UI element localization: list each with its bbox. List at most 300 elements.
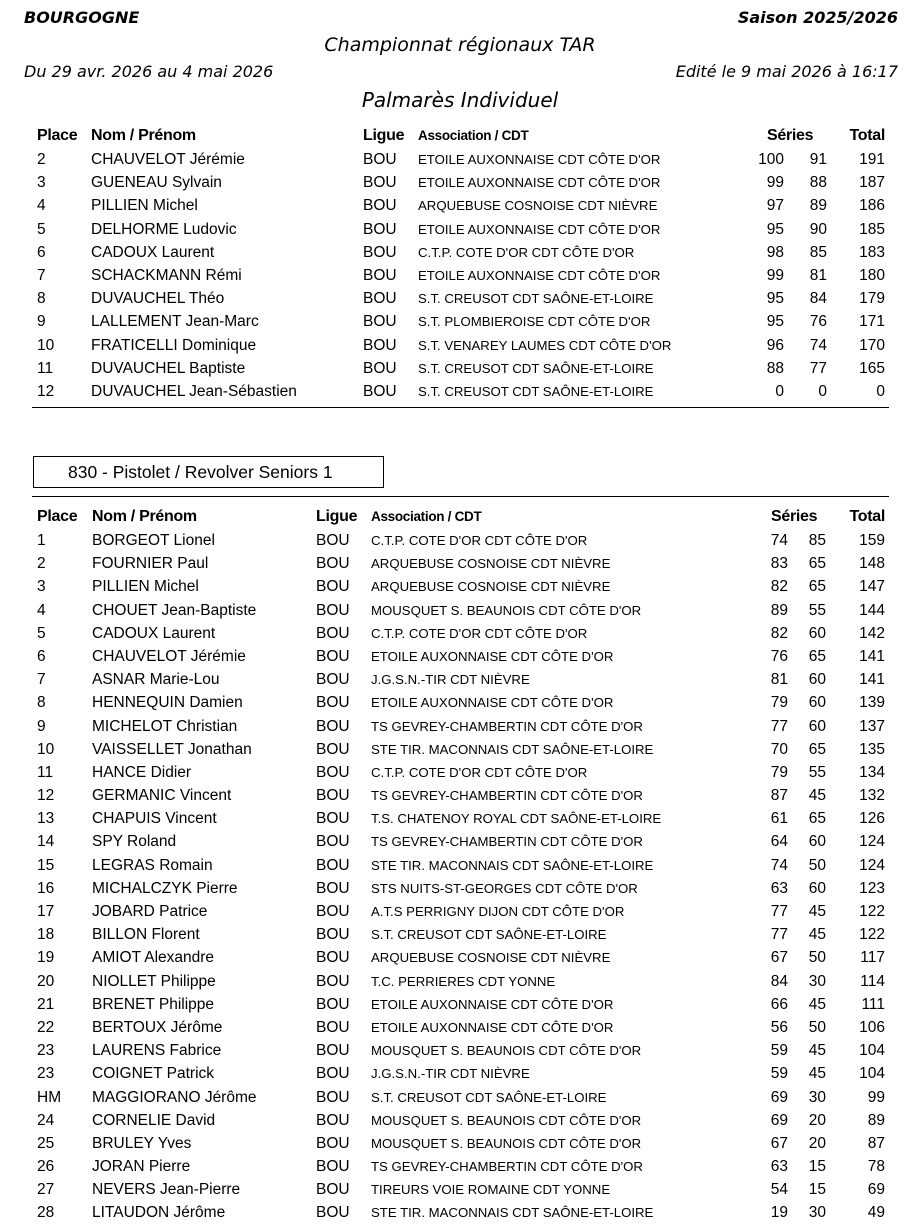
cell-series-2: 81: [809, 266, 827, 284]
cell-assoc: TS GEVREY-CHAMBERTIN CDT CÔTE D'OR: [371, 718, 643, 734]
cell-series-1: 95: [766, 313, 784, 331]
table-row: [0, 380, 920, 403]
cell-total: 111: [861, 995, 885, 1013]
cell-place: 16: [37, 879, 55, 897]
cell-series-2: 77: [809, 359, 827, 377]
table-row: [0, 1062, 920, 1085]
cell-name: HANCE Didier: [92, 763, 192, 781]
cell-ligue: BOU: [316, 1134, 350, 1152]
table-row: [0, 148, 920, 171]
cell-ligue: BOU: [316, 555, 350, 573]
cell-series-2: 60: [808, 833, 826, 851]
cell-total: 124: [859, 833, 885, 851]
cell-place: 23: [37, 1042, 55, 1060]
cell-series-1: 77: [770, 903, 788, 920]
cell-name: LALLEMENT Jean-Marc: [91, 313, 259, 331]
cell-total: 165: [859, 359, 885, 377]
edited-date: Edité le 9 mai 2026 à 16:17: [675, 62, 898, 81]
cell-series-1: 100: [758, 151, 784, 168]
cell-series-2: 60: [808, 624, 826, 642]
cell-total: 87: [867, 1134, 885, 1152]
cell-series-1: 61: [770, 810, 788, 828]
cell-series-1: 67: [770, 1134, 788, 1152]
cell-name: NEVERS Jean-Pierre: [92, 1181, 241, 1199]
cell-series-1: 66: [770, 995, 788, 1013]
cell-series-2: 88: [809, 174, 827, 192]
cell-series-2: 20: [808, 1111, 826, 1129]
cell-place: 3: [37, 578, 46, 596]
table-row: [0, 1178, 920, 1201]
cell-ligue: BOU: [316, 647, 350, 665]
cell-place: 17: [37, 903, 55, 920]
cell-assoc: C.T.P. COTE D'OR CDT CÔTE D'OR: [418, 244, 635, 260]
cell-name: GERMANIC Vincent: [92, 787, 232, 805]
cell-assoc: MOUSQUET S. BEAUNOIS CDT CÔTE D'OR: [371, 602, 642, 618]
table-row: [0, 310, 920, 333]
cell-total: 123: [859, 879, 885, 897]
cell-series-1: 82: [770, 624, 788, 642]
cell-assoc: TS GEVREY-CHAMBERTIN CDT CÔTE D'OR: [371, 788, 643, 804]
cell-series-2: 55: [808, 601, 826, 619]
table-row: [0, 946, 920, 969]
cell-assoc: ETOILE AUXONNAISE CDT CÔTE D'OR: [371, 695, 614, 711]
table-row: [0, 854, 920, 877]
cell-name: HENNEQUIN Damien: [92, 694, 243, 712]
cell-assoc: ETOILE AUXONNAISE CDT CÔTE D'OR: [418, 267, 661, 283]
cell-series-2: 76: [809, 313, 827, 331]
cell-assoc: C.T.P. COTE D'OR CDT CÔTE D'OR: [371, 533, 588, 548]
cell-series-2: 50: [808, 1018, 826, 1036]
cell-name: COIGNET Patrick: [92, 1065, 215, 1083]
cell-series-1: 63: [770, 879, 788, 897]
region-title: BOURGOGNE: [24, 8, 140, 27]
col-header-ligue: Ligue: [363, 127, 405, 144]
cell-ligue: BOU: [363, 313, 397, 331]
cell-name: DELHORME Ludovic: [91, 220, 237, 238]
table-row: [0, 218, 920, 241]
cell-name: ASNAR Marie-Lou: [92, 671, 220, 689]
cell-total: 137: [859, 717, 885, 735]
cell-place: 9: [37, 313, 46, 331]
cell-name: MICHALCZYK Pierre: [92, 879, 238, 897]
cell-series-2: 89: [809, 197, 827, 215]
col-header-series: Séries: [771, 508, 818, 525]
cell-series-2: 45: [808, 995, 826, 1013]
col-header-total: Total: [849, 508, 885, 525]
table-row: [0, 599, 920, 622]
table-row: [0, 171, 920, 194]
table-row: [0, 529, 920, 552]
cell-ligue: BOU: [363, 266, 397, 284]
cell-series-2: 60: [808, 694, 826, 712]
cell-ligue: BOU: [316, 578, 350, 596]
table-row: [0, 715, 920, 738]
cell-series-1: 82: [770, 578, 788, 596]
cell-assoc: S.T. PLOMBIEROISE CDT CÔTE D'OR: [418, 314, 651, 330]
cell-total: 0: [876, 382, 885, 400]
cell-name: DUVAUCHEL Baptiste: [91, 359, 246, 377]
cell-name: CHAPUIS Vincent: [92, 810, 217, 828]
cell-series-1: 84: [770, 972, 788, 990]
cell-place: 6: [37, 243, 46, 261]
cell-ligue: BOU: [316, 926, 350, 944]
cell-place: 14: [37, 833, 55, 851]
cell-assoc: ETOILE AUXONNAISE CDT CÔTE D'OR: [371, 648, 614, 664]
cell-ligue: BOU: [316, 1065, 350, 1083]
cell-assoc: ARQUEBUSE COSNOISE CDT NIÈVRE: [371, 950, 611, 966]
table-row: [0, 575, 920, 598]
cell-place: 20: [37, 972, 55, 990]
cell-total: 78: [867, 1158, 885, 1176]
cell-place: 7: [37, 266, 46, 284]
cell-assoc: C.T.P. COTE D'OR CDT CÔTE D'OR: [371, 625, 588, 641]
table-row: [0, 830, 920, 853]
cell-total: 170: [859, 336, 885, 354]
col-header-assoc: Association / CDT: [418, 128, 529, 143]
cell-total: 179: [859, 290, 885, 308]
cell-assoc: STS NUITS-ST-GEORGES CDT CÔTE D'OR: [371, 880, 638, 896]
cell-total: 135: [859, 740, 885, 758]
cell-ligue: BOU: [363, 220, 397, 238]
cell-place: 5: [37, 220, 46, 238]
col-header-assoc: Association / CDT: [371, 509, 482, 524]
cell-assoc: T.C. PERRIERES CDT YONNE: [371, 973, 556, 989]
cell-series-2: 91: [809, 151, 827, 168]
cell-series-1: 97: [766, 197, 784, 215]
cell-name: VAISSELLET Jonathan: [92, 740, 252, 758]
cell-ligue: BOU: [316, 1181, 350, 1199]
table-1-bottom-rule: [32, 407, 889, 408]
cell-series-1: 81: [770, 671, 788, 689]
cell-series-1: 95: [766, 220, 784, 238]
cell-total: 171: [859, 313, 885, 331]
cell-series-2: 50: [808, 856, 826, 874]
cell-total: 122: [859, 903, 885, 920]
cell-ligue: BOU: [316, 1042, 350, 1060]
cell-total: 191: [859, 151, 885, 168]
cell-ligue: BOU: [363, 336, 397, 354]
table-row: [0, 287, 920, 310]
cell-assoc: J.G.S.N.-TIR CDT NIÈVRE: [371, 1066, 530, 1082]
cell-assoc: TS GEVREY-CHAMBERTIN CDT CÔTE D'OR: [371, 1159, 643, 1175]
cell-name: CHAUVELOT Jérémie: [91, 151, 245, 168]
cell-series-2: 85: [808, 532, 826, 549]
cell-series-2: 74: [809, 336, 827, 354]
cell-ligue: BOU: [316, 995, 350, 1013]
table-row: [0, 194, 920, 217]
col-header-name: Nom / Prénom: [91, 127, 196, 144]
cell-total: 49: [867, 1204, 885, 1222]
cell-assoc: S.T. VENAREY LAUMES CDT CÔTE D'OR: [418, 337, 672, 353]
cell-series-1: 77: [770, 926, 788, 944]
cell-place: 7: [37, 671, 46, 689]
cell-series-1: 54: [770, 1181, 788, 1199]
cell-series-2: 45: [808, 787, 826, 805]
cell-total: 122: [859, 926, 885, 944]
cell-total: 99: [867, 1088, 885, 1106]
cell-name: AMIOT Alexandre: [92, 949, 215, 967]
cell-series-1: 56: [770, 1018, 788, 1036]
cell-series-1: 79: [770, 694, 788, 712]
table-row: [0, 761, 920, 784]
cell-place: 23: [37, 1065, 55, 1083]
table-row: [0, 1016, 920, 1039]
cell-place: 27: [37, 1181, 55, 1199]
cell-total: 69: [867, 1181, 885, 1199]
cell-name: JORAN Pierre: [92, 1158, 191, 1176]
section-2-rule: [32, 496, 889, 497]
season-label: Saison 2025/2026: [737, 8, 898, 27]
cell-assoc: J.G.S.N.-TIR CDT NIÈVRE: [371, 672, 530, 688]
table-row: [0, 552, 920, 575]
cell-series-2: 45: [808, 1065, 826, 1083]
cell-total: 139: [859, 694, 885, 712]
cell-series-1: 77: [770, 717, 788, 735]
cell-total: 187: [859, 174, 885, 192]
cell-place: 18: [37, 926, 55, 944]
cell-series-2: 55: [808, 763, 826, 781]
cell-name: PILLIEN Michel: [92, 578, 199, 596]
cell-assoc: T.S. CHATENOY ROYAL CDT SAÔNE-ET-LOIRE: [371, 811, 662, 827]
section-2-title: 830 - Pistolet / Revolver Seniors 1: [68, 462, 333, 482]
cell-series-1: 67: [770, 949, 788, 967]
table-row: [0, 970, 920, 993]
cell-assoc: ARQUEBUSE COSNOISE CDT NIÈVRE: [371, 579, 611, 595]
cell-name: BRULEY Yves: [92, 1134, 192, 1152]
cell-total: 104: [859, 1042, 885, 1060]
cell-ligue: BOU: [316, 1018, 350, 1036]
cell-name: FRATICELLI Dominique: [91, 336, 257, 354]
cell-ligue: BOU: [363, 197, 397, 215]
table-row: [0, 784, 920, 807]
cell-assoc: S.T. CREUSOT CDT SAÔNE-ET-LOIRE: [371, 1089, 607, 1105]
cell-assoc: MOUSQUET S. BEAUNOIS CDT CÔTE D'OR: [371, 1135, 642, 1151]
cell-total: 144: [859, 601, 885, 619]
table-row: [0, 357, 920, 380]
cell-assoc: ETOILE AUXONNAISE CDT CÔTE D'OR: [418, 152, 661, 167]
table-row: [0, 900, 920, 923]
table-row: [0, 668, 920, 691]
cell-assoc: STE TIR. MACONNAIS CDT SAÔNE-ET-LOIRE: [371, 741, 654, 757]
cell-ligue: BOU: [363, 382, 397, 400]
cell-ligue: BOU: [316, 1088, 350, 1106]
table-row: [0, 1201, 920, 1224]
table-row: [0, 807, 920, 830]
cell-assoc: ETOILE AUXONNAISE CDT CÔTE D'OR: [418, 175, 661, 191]
cell-series-2: 65: [808, 810, 826, 828]
cell-series-1: 76: [770, 647, 788, 665]
cell-series-2: 45: [808, 926, 826, 944]
cell-place: 12: [37, 787, 55, 805]
section-2-title-box: [33, 456, 384, 488]
cell-series-1: 87: [770, 787, 788, 805]
cell-place: 28: [37, 1204, 55, 1222]
table-row: [0, 993, 920, 1016]
cell-series-2: 60: [808, 671, 826, 689]
cell-series-1: 88: [766, 359, 784, 377]
col-header-place: Place: [37, 508, 78, 525]
cell-name: FOURNIER Paul: [92, 555, 209, 573]
cell-series-1: 83: [770, 555, 788, 573]
cell-name: CADOUX Laurent: [92, 624, 216, 642]
cell-total: 132: [859, 787, 885, 805]
cell-name: NIOLLET Philippe: [92, 972, 216, 990]
cell-total: 147: [859, 578, 885, 596]
cell-place: 10: [37, 740, 55, 758]
cell-series-2: 30: [808, 1204, 826, 1222]
cell-place: 2: [37, 555, 46, 573]
cell-ligue: BOU: [363, 243, 397, 261]
palmares-title: Palmarès Individuel: [361, 88, 559, 112]
cell-ligue: BOU: [363, 290, 397, 308]
cell-total: 180: [859, 266, 885, 284]
cell-total: 124: [859, 856, 885, 874]
cell-place: 11: [37, 359, 54, 377]
cell-total: 104: [859, 1065, 885, 1083]
cell-series-2: 65: [808, 578, 826, 596]
table-row: [0, 923, 920, 946]
cell-series-2: 0: [818, 382, 827, 400]
cell-name: JOBARD Patrice: [92, 903, 208, 920]
table-row: [0, 622, 920, 645]
cell-total: 117: [860, 949, 885, 967]
cell-series-2: 30: [808, 1088, 826, 1106]
cell-series-2: 15: [808, 1158, 826, 1176]
results-table-1: [0, 124, 920, 403]
cell-name: PILLIEN Michel: [91, 197, 198, 215]
cell-series-1: 98: [766, 243, 784, 261]
cell-series-1: 19: [770, 1204, 788, 1222]
cell-assoc: A.T.S PERRIGNY DIJON CDT CÔTE D'OR: [371, 904, 625, 919]
cell-series-2: 45: [808, 903, 826, 920]
cell-ligue: BOU: [316, 1111, 350, 1129]
cell-total: 141: [859, 647, 885, 665]
cell-assoc: TIREURS VOIE ROMAINE CDT YONNE: [371, 1182, 611, 1198]
cell-place: 2: [37, 151, 46, 168]
cell-place: 9: [37, 717, 46, 735]
cell-ligue: BOU: [316, 601, 350, 619]
cell-ligue: BOU: [316, 1204, 350, 1222]
cell-place: 22: [37, 1018, 55, 1036]
table-row: [0, 1109, 920, 1132]
cell-place: HM: [37, 1088, 62, 1106]
cell-name: CHOUET Jean-Baptiste: [92, 601, 257, 619]
cell-name: BERTOUX Jérôme: [92, 1018, 223, 1036]
cell-name: CADOUX Laurent: [91, 243, 215, 261]
table-row: [0, 264, 920, 287]
cell-series-1: 69: [770, 1111, 788, 1129]
cell-place: 15: [37, 856, 55, 874]
cell-place: 10: [37, 336, 55, 354]
cell-total: 114: [860, 972, 885, 990]
cell-assoc: STE TIR. MACONNAIS CDT SAÔNE-ET-LOIRE: [371, 1205, 654, 1221]
cell-ligue: BOU: [316, 694, 350, 712]
cell-name: SPY Roland: [92, 833, 177, 851]
cell-place: 21: [37, 995, 55, 1013]
cell-series-1: 0: [775, 382, 784, 400]
cell-name: CORNELIE David: [92, 1111, 216, 1129]
table-row: [0, 1039, 920, 1062]
cell-series-2: 20: [808, 1134, 826, 1152]
cell-series-1: 59: [770, 1065, 788, 1083]
cell-assoc: STE TIR. MACONNAIS CDT SAÔNE-ET-LOIRE: [371, 857, 654, 873]
cell-assoc: ARQUEBUSE COSNOISE CDT NIÈVRE: [418, 198, 658, 214]
cell-total: 148: [859, 555, 885, 573]
cell-name: BILLON Florent: [92, 926, 200, 944]
cell-ligue: BOU: [316, 740, 350, 758]
cell-assoc: ETOILE AUXONNAISE CDT CÔTE D'OR: [371, 996, 614, 1012]
table-row: [0, 645, 920, 668]
cell-total: 106: [859, 1018, 885, 1036]
cell-ligue: BOU: [316, 810, 350, 828]
cell-ligue: BOU: [316, 624, 350, 642]
date-range: Du 29 avr. 2026 au 4 mai 2026: [24, 62, 274, 81]
cell-place: 8: [37, 290, 46, 308]
cell-total: 134: [859, 763, 885, 781]
cell-total: 142: [859, 624, 885, 642]
cell-name: LITAUDON Jérôme: [92, 1204, 226, 1222]
col-header-ligue: Ligue: [316, 508, 358, 525]
results-table-2: [0, 505, 920, 1225]
cell-series-2: 90: [809, 220, 827, 238]
table-row: [0, 1155, 920, 1178]
cell-ligue: BOU: [316, 763, 350, 781]
cell-place: 24: [37, 1111, 55, 1129]
cell-assoc: MOUSQUET S. BEAUNOIS CDT CÔTE D'OR: [371, 1043, 642, 1059]
cell-name: SCHACKMANN Rémi: [91, 266, 242, 284]
cell-ligue: BOU: [316, 879, 350, 897]
cell-ligue: BOU: [363, 151, 397, 168]
cell-series-2: 15: [808, 1181, 826, 1199]
cell-series-1: 63: [770, 1158, 788, 1176]
cell-series-1: 95: [766, 290, 784, 308]
cell-total: 159: [859, 532, 885, 549]
cell-series-2: 65: [808, 647, 826, 665]
cell-name: DUVAUCHEL Théo: [91, 290, 225, 308]
cell-series-1: 96: [766, 336, 784, 354]
cell-name: GUENEAU Sylvain: [91, 174, 222, 192]
cell-ligue: BOU: [316, 972, 350, 990]
cell-series-2: 65: [808, 740, 826, 758]
cell-name: BORGEOT Lionel: [92, 532, 215, 549]
cell-name: DUVAUCHEL Jean-Sébastien: [91, 382, 297, 400]
cell-place: 3: [37, 174, 46, 192]
table-row: [0, 241, 920, 264]
cell-name: CHAUVELOT Jérémie: [92, 647, 246, 665]
cell-name: BRENET Philippe: [92, 995, 215, 1013]
col-header-place: Place: [37, 127, 78, 144]
cell-series-1: 99: [766, 266, 784, 284]
cell-series-1: 70: [770, 740, 788, 758]
cell-ligue: BOU: [316, 833, 350, 851]
col-header-total: Total: [849, 127, 885, 144]
table-header-row: [0, 124, 920, 148]
cell-series-1: 79: [770, 763, 788, 781]
cell-series-2: 60: [808, 717, 826, 735]
cell-name: LEGRAS Romain: [92, 856, 213, 874]
table-row: [0, 738, 920, 761]
cell-ligue: BOU: [316, 1158, 350, 1176]
cell-total: 141: [859, 671, 885, 689]
cell-series-1: 89: [770, 601, 788, 619]
cell-series-2: 60: [808, 879, 826, 897]
cell-ligue: BOU: [316, 949, 350, 967]
cell-assoc: ETOILE AUXONNAISE CDT CÔTE D'OR: [418, 221, 661, 237]
cell-ligue: BOU: [316, 532, 350, 549]
cell-name: MAGGIORANO Jérôme: [92, 1088, 257, 1106]
cell-place: 6: [37, 647, 46, 665]
cell-series-1: 74: [770, 532, 788, 549]
